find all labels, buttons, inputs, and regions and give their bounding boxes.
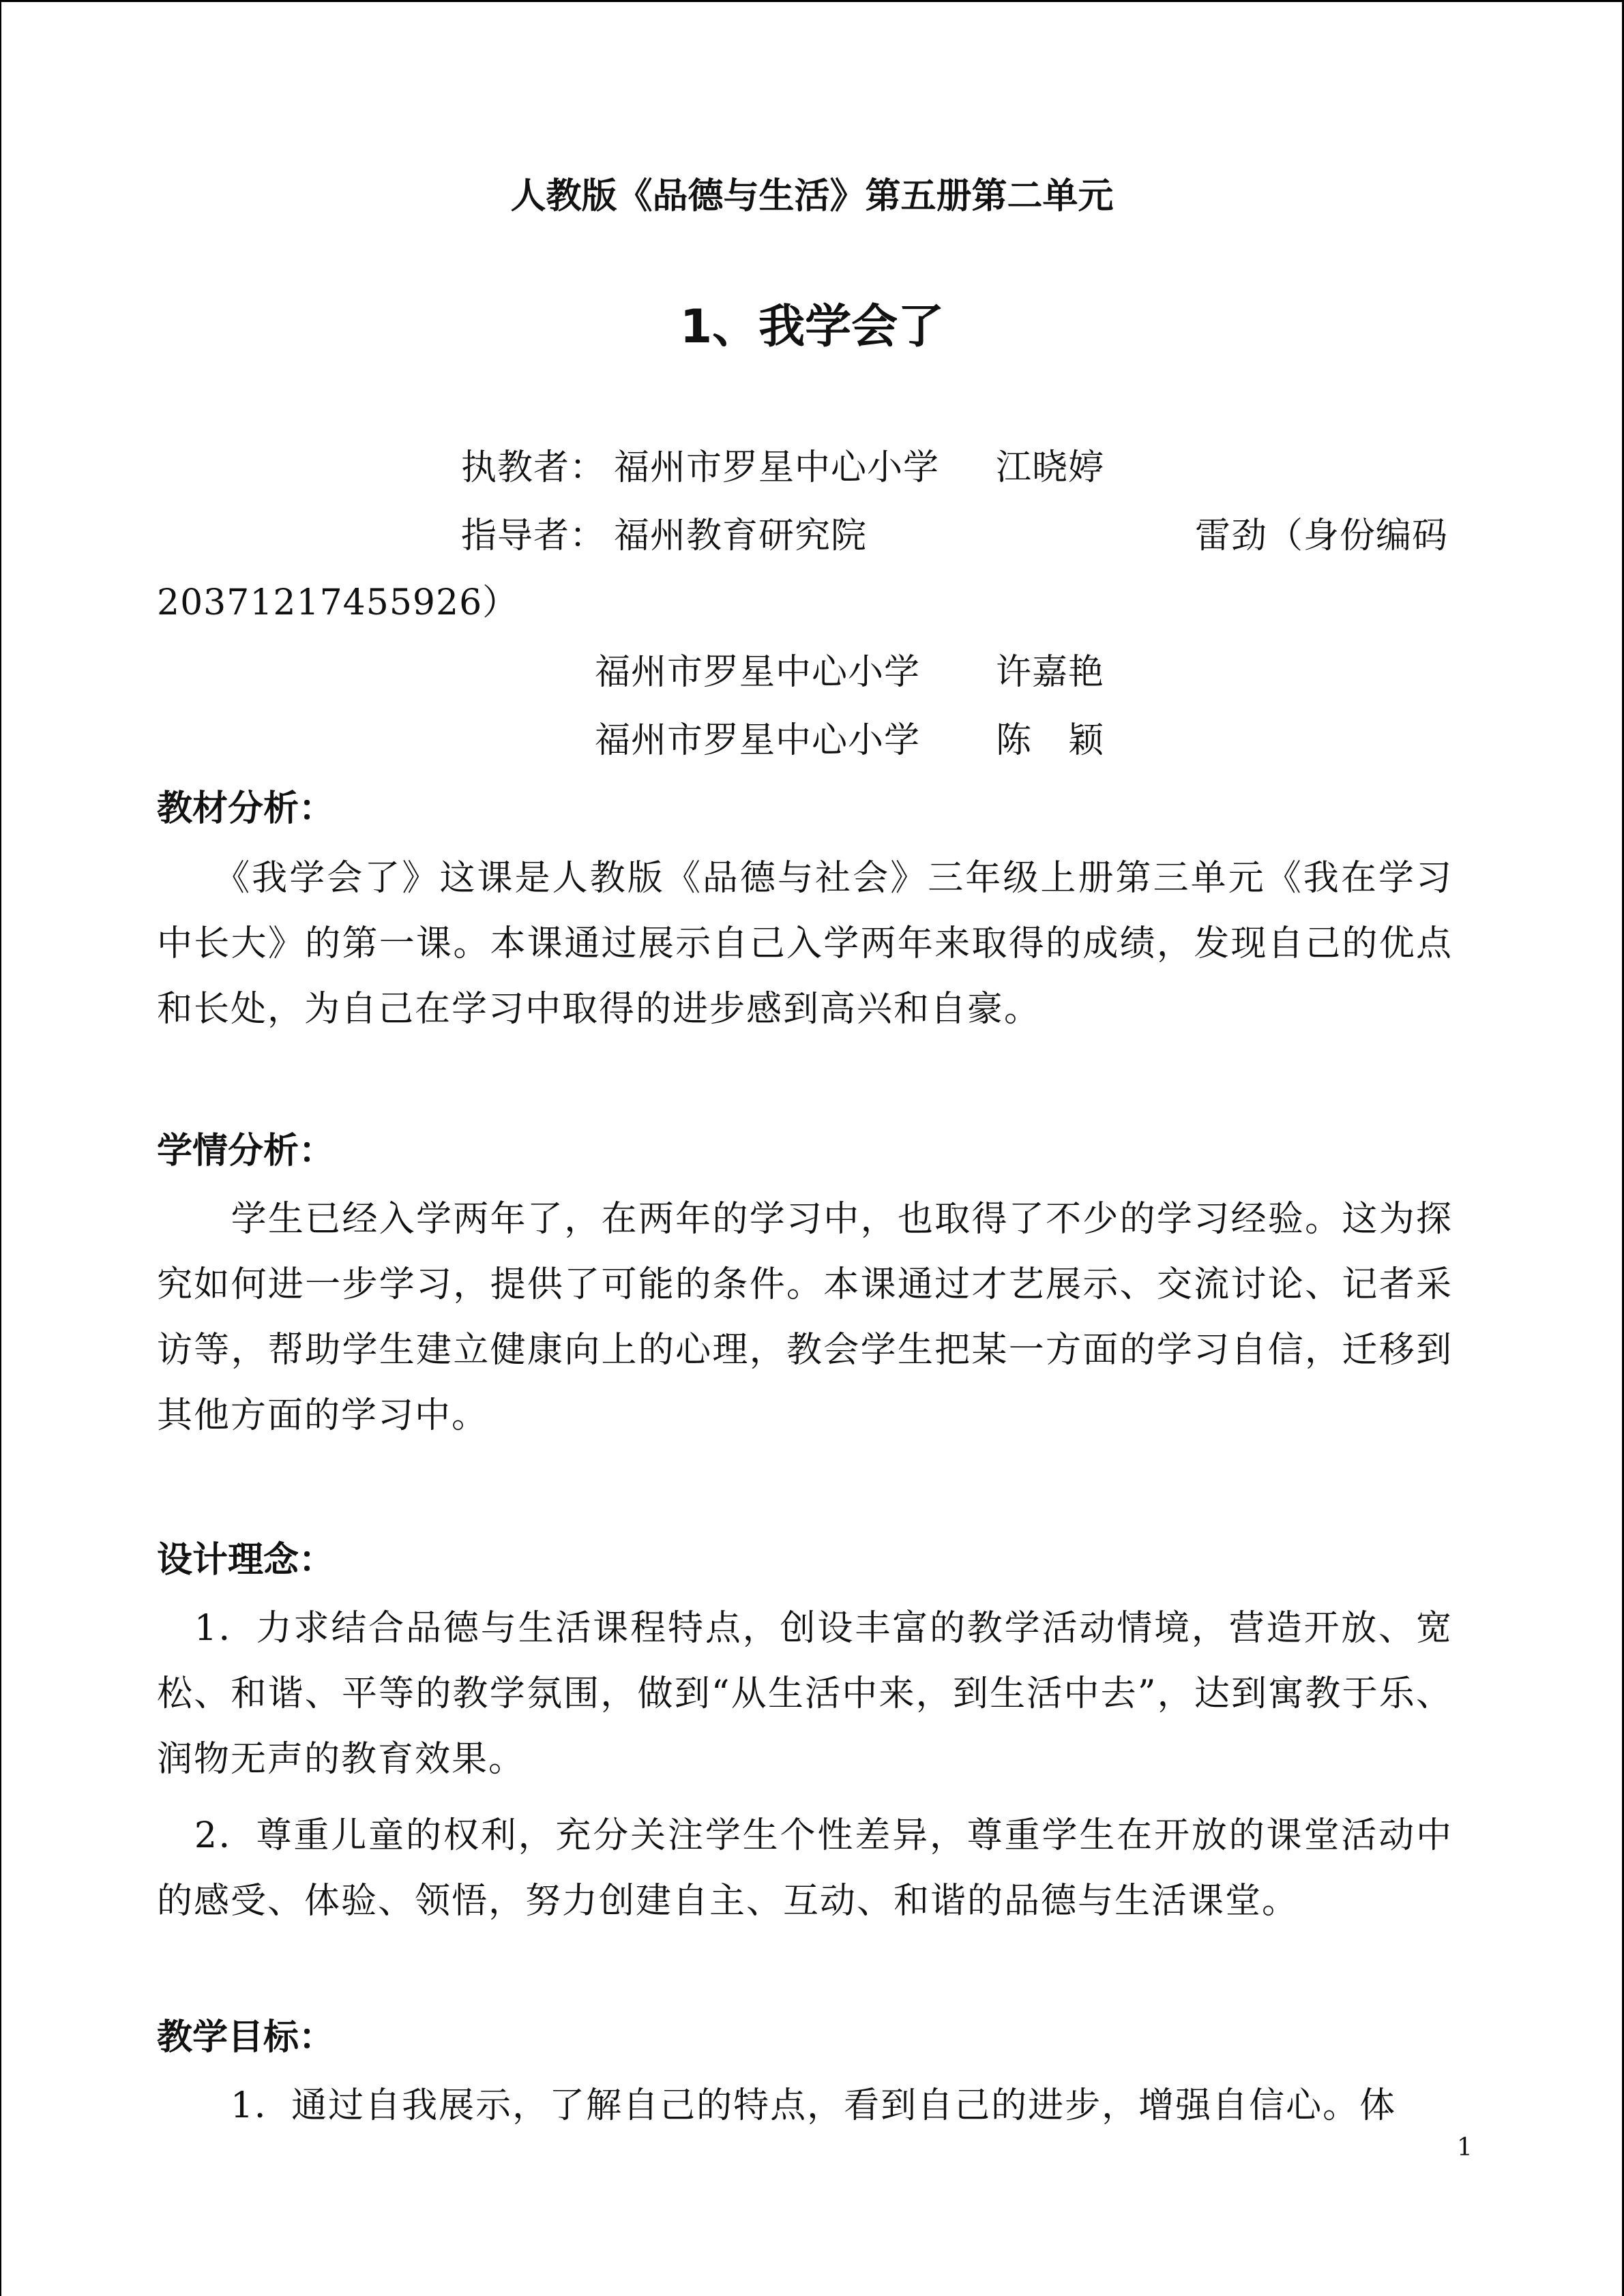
advisor2-name: 许嘉艳 — [996, 652, 1105, 693]
unit-title: 人教版《品德与生活》第五册第二单元 — [510, 176, 1114, 217]
advisor3-name: 陈 颖 — [996, 720, 1105, 761]
advisor2-school: 福州市罗星中心小学 — [595, 652, 921, 693]
students-body: 学生已经入学两年了，在两年的学习中，也取得了不少的学习经验。这为探究如何进一步学习，提供了可能的条件。本课通过才艺展示、交流讨论、记者采访等，帮助学生建立健康向上的心理，教会学生把某一方面的学习自信，迁移到其他方面的学习中。 — [157, 1199, 1453, 1436]
material-body: 《我学会了》这课是人教版《品德与社会》三年级上册第三单元《我在学习中长大》的第一课。本课通过展示自己入学两年来取得的成绩，发现自己的优点和长处，为自己在学习中取得的进步感到高兴和自豪。 — [157, 858, 1453, 1030]
advisor3-school: 福州市罗星中心小学 — [595, 720, 921, 761]
teacher-label: 执教者： — [461, 447, 606, 488]
goals-heading: 教学目标： — [157, 2017, 335, 2058]
concept-heading: 设计理念： — [157, 1540, 335, 1581]
teacher-name: 江晓婷 — [996, 447, 1105, 488]
advisor-org: 福州教育研究院 — [614, 516, 868, 556]
advisor-id: 20371217455926） — [157, 582, 519, 623]
concept-item-2: 2．尊重儿童的权利，充分关注学生个性差异，尊重学生在开放的课堂活动中的感受、体验、领悟，努力创建自主、互动、和谐的品德与生活课堂。 — [157, 1815, 1453, 1922]
material-heading: 教材分析： — [157, 788, 335, 829]
students-heading: 学情分析： — [157, 1131, 335, 1172]
page-number: 1 — [1457, 2134, 1473, 2162]
goals-item-1: 1．通过自我展示，了解自己的特点，看到自己的进步，增强自信心。体 — [157, 2085, 1397, 2126]
concept-item-1: 1．力求结合品德与生活课程特点，创设丰富的教学活动情境，营造开放、宽松、和谐、平等的教学氛围，做到“从生活中来，到生活中去”，达到寓教于乐、润物无声的教育效果。 — [157, 1608, 1453, 1780]
teacher-school: 福州市罗星中心小学 — [614, 447, 940, 488]
advisor-label: 指导者： — [461, 516, 606, 556]
lesson-title: 1、我学会了 — [679, 300, 945, 354]
advisor-name: 雷劲（身份编码 — [1195, 516, 1449, 556]
